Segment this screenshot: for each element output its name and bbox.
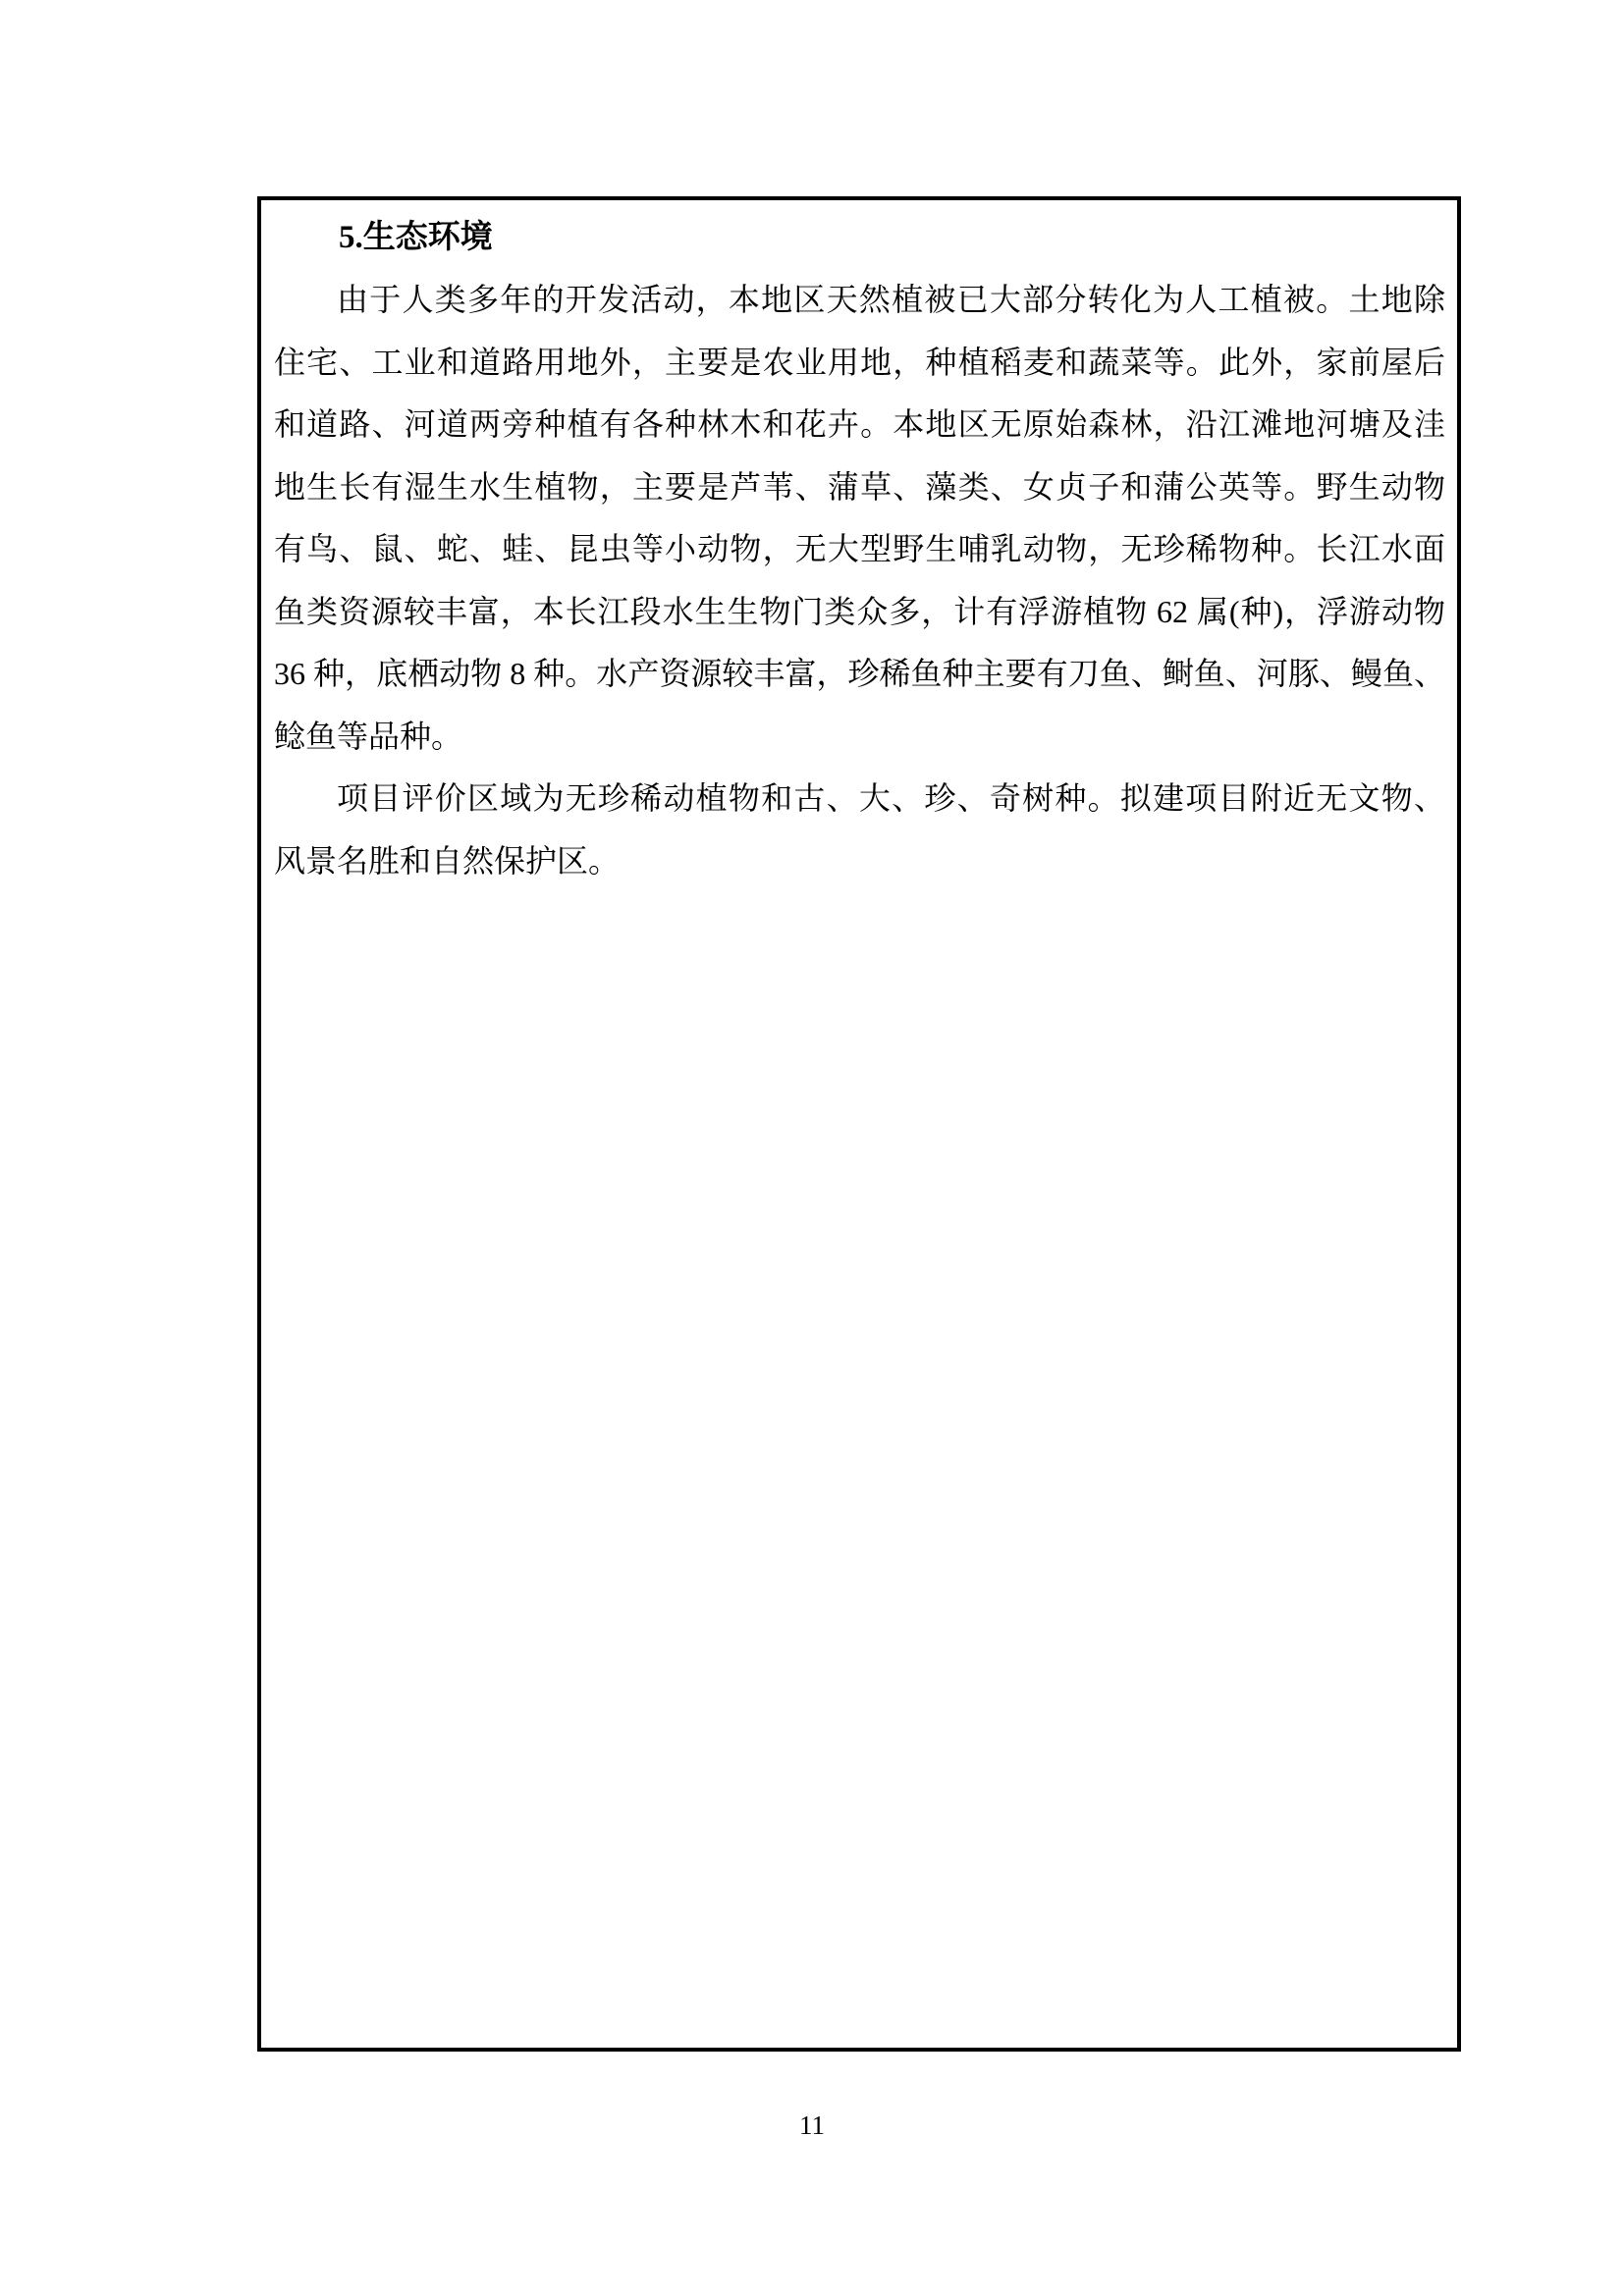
text-line: 地生长有湿生水生植物，主要是芦苇、蒲草、藻类、女贞子和蒲公英等。野生动物 [274,468,1445,505]
content-box [257,196,1461,2052]
text-line: 住宅、工业和道路用地外，主要是农业用地，种植稻麦和蔬菜等。此外，家前屋后 [274,344,1445,380]
text-line: 鲶鱼等品种。 [274,718,463,754]
text-line: 风景名胜和自然保护区。 [274,842,621,879]
text-line: 36 种，底栖动物 8 种。水产资源较丰富，珍稀鱼种主要有刀鱼、鲥鱼、河豚、鳗鱼、 [274,656,1445,691]
text-line: 和道路、河道两旁种植有各种林木和花卉。本地区无原始森林，沿江滩地河塘及洼 [274,406,1445,442]
text-line: 项目评价区域为无珍稀动植物和古、大、珍、奇树种。拟建项目附近无文物、 [337,780,1445,816]
page-number: 11 [799,2110,825,2140]
text-line: 有鸟、鼠、蛇、蛙、昆虫等小动物，无大型野生哺乳动物，无珍稀物种。长江水面 [274,531,1445,566]
section-heading: 5.生态环境 [339,220,493,255]
paragraph-evaluation-area [274,768,1445,892]
paragraph-ecology [274,269,1445,768]
text-line: 由于人类多年的开发活动，本地区天然植被已大部分转化为人工植被。土地除 [337,282,1445,317]
text-line: 鱼类资源较丰富，本长江段水生生物门类众多，计有浮游植物 62 属(种)，浮游动物 [274,593,1445,629]
